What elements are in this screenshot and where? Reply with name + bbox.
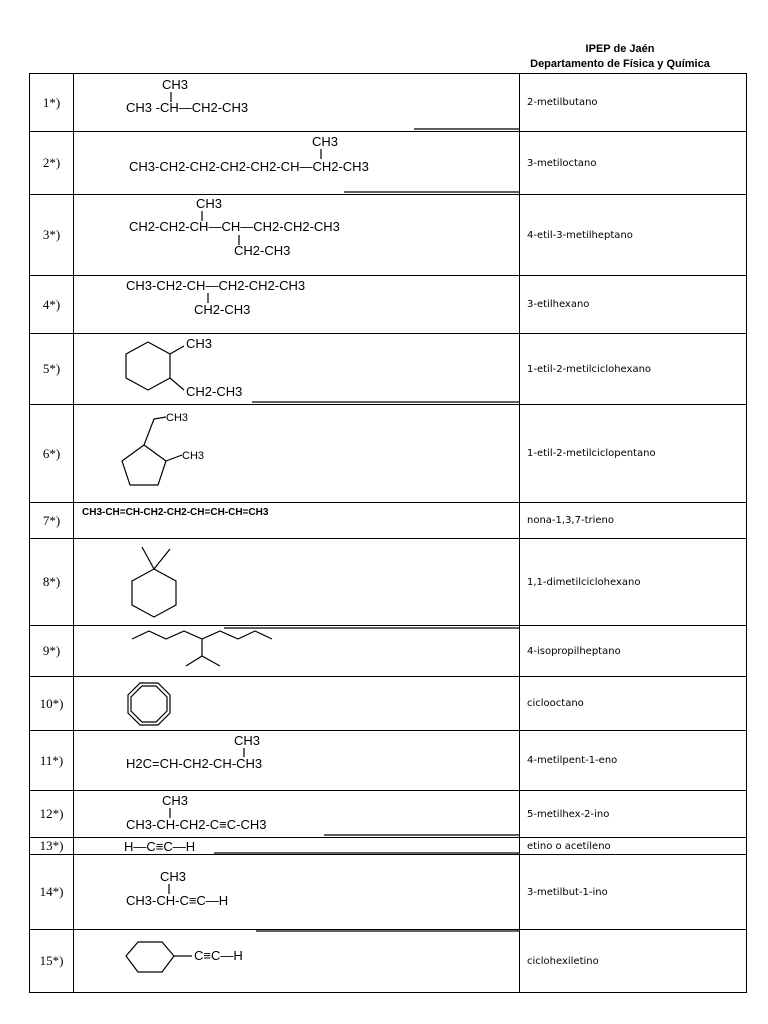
structure-cell [74, 626, 520, 677]
row-number: 6*) [30, 405, 74, 503]
row-number: 2*) [30, 132, 74, 195]
structure-2-metilbutano [74, 74, 519, 131]
structure-4-etil-3-metilheptano [74, 195, 519, 275]
structure-ciclooctano [74, 677, 519, 730]
table-row [30, 855, 747, 930]
formula-main: CH3 -CH—CH2-CH3 [126, 100, 249, 115]
structure-5-metilhex-2-ino [74, 791, 519, 837]
table-row [30, 334, 747, 405]
formula-main: CH3-CH-C≡C—H [126, 893, 229, 908]
heptane-chain [132, 631, 272, 639]
structure-cell [74, 405, 520, 503]
table-row [30, 930, 747, 993]
formula-main: H—C≡C—H [124, 839, 196, 854]
table-row [30, 539, 747, 626]
compound-name: 4-etil-3-metilheptano [520, 195, 747, 276]
table-row [30, 276, 747, 334]
row-number: 11*) [30, 731, 74, 791]
exercise-table [29, 73, 747, 993]
table-row [30, 503, 747, 539]
formula-bottom: CH2-CH3 [234, 243, 291, 258]
structure-1-etil-2-metilciclohexano [74, 334, 519, 404]
row-number: 3*) [30, 195, 74, 276]
table-row [30, 677, 747, 731]
cyclopentane-ring [122, 445, 166, 485]
table-row [30, 838, 747, 855]
structure-1-etil-2-metilciclopentano [74, 405, 519, 502]
cyclohexane-ring [126, 342, 170, 390]
table-row [30, 405, 747, 503]
substituent-2: CH2-CH3 [186, 384, 243, 399]
cyclohexane-ring [126, 942, 174, 972]
formula-top: CH3 [234, 733, 261, 748]
structure-cell [74, 195, 520, 276]
structure-cell [74, 503, 520, 539]
structure-1-1-dimetilciclohexano [74, 539, 519, 625]
table-row [30, 791, 747, 838]
formula-main: CH3-CH2-CH—CH2-CH2-CH3 [126, 278, 306, 293]
structure-cell [74, 132, 520, 195]
department-name: Departamento de Física y Química [530, 58, 710, 70]
row-number: 10*) [30, 677, 74, 731]
row-number: 15*) [30, 930, 74, 993]
compound-name: 3-metiloctano [520, 132, 747, 195]
structure-cell [74, 838, 520, 855]
table-row [30, 195, 747, 276]
structure-cell [74, 930, 520, 993]
table-row [30, 731, 747, 791]
compound-name: ciclooctano [520, 677, 747, 731]
row-number: 8*) [30, 539, 74, 626]
structure-3-etilhexano [74, 276, 519, 333]
row-number: 13*) [30, 838, 74, 855]
row-number: 7*) [30, 503, 74, 539]
compound-name: nona-1,3,7-trieno [520, 503, 747, 539]
structure-cell [74, 855, 520, 930]
substituent-2: CH3 [182, 450, 205, 462]
table-row [30, 132, 747, 195]
structure-cell [74, 276, 520, 334]
formula-main: C≡C—H [194, 948, 243, 963]
structure-cell [74, 539, 520, 626]
structure-cell [74, 677, 520, 731]
structure-cell [74, 74, 520, 132]
formula-main: CH3-CH2-CH2-CH2-CH2-CH—CH2-CH3 [129, 159, 369, 174]
formula-main: H2C=CH-CH2-CH-CH3 [126, 756, 263, 771]
compound-name: 3-metilbut-1-ino [520, 855, 747, 930]
row-number: 12*) [30, 791, 74, 838]
table-row [30, 626, 747, 677]
structure-3-metiloctano [74, 132, 519, 194]
structure-3-metilbut-1-ino [74, 855, 519, 929]
row-number: 4*) [30, 276, 74, 334]
cyclooctane-ring [128, 683, 170, 725]
compound-name: 1-etil-2-metilciclohexano [520, 334, 747, 405]
substituent-1: CH3 [186, 336, 213, 351]
cyclohexane-ring [132, 569, 176, 617]
structure-4-isopropilheptano [74, 626, 519, 676]
compound-name: 5-metilhex-2-ino [520, 791, 747, 838]
compound-name: 4-isopropilheptano [520, 626, 747, 677]
school-name: IPEP de Jaén [585, 43, 655, 55]
formula-main: CH2-CH2-CH—CH—CH2-CH2-CH3 [129, 219, 340, 234]
formula-top: CH3 [160, 869, 187, 884]
row-number: 5*) [30, 334, 74, 405]
compound-name: ciclohexiletino [520, 930, 747, 993]
formula-top: CH3 [196, 196, 223, 211]
compound-name: 4-metilpent-1-eno [520, 731, 747, 791]
table-row [30, 74, 747, 132]
compound-name: etino o acetileno [520, 838, 747, 855]
compound-name: 3-etilhexano [520, 276, 747, 334]
row-number: 9*) [30, 626, 74, 677]
structure-4-metilpent-1-eno [74, 731, 519, 790]
formula-top: CH3 [162, 77, 189, 92]
formula-top: CH3 [162, 793, 189, 808]
compound-name: 1-etil-2-metilciclopentano [520, 405, 747, 503]
formula-main: CH3-CH=CH-CH2-CH2-CH=CH-CH=CH3 [82, 507, 269, 518]
structure-cell [74, 334, 520, 405]
compound-name: 2-metilbutano [520, 74, 747, 132]
substituent-1: CH3 [166, 412, 189, 424]
structure-cell [74, 731, 520, 791]
structure-cell [74, 791, 520, 838]
compound-name: 1,1-dimetilciclohexano [520, 539, 747, 626]
formula-main: CH3-CH-CH2-C≡C-CH3 [126, 817, 267, 832]
row-number: 14*) [30, 855, 74, 930]
row-number: 1*) [30, 74, 74, 132]
formula-top: CH3 [312, 134, 339, 149]
structure-etino [74, 838, 519, 854]
formula-bottom: CH2-CH3 [194, 302, 251, 317]
isopropyl-group [186, 656, 220, 666]
structure-ciclohexiletino [74, 930, 519, 992]
